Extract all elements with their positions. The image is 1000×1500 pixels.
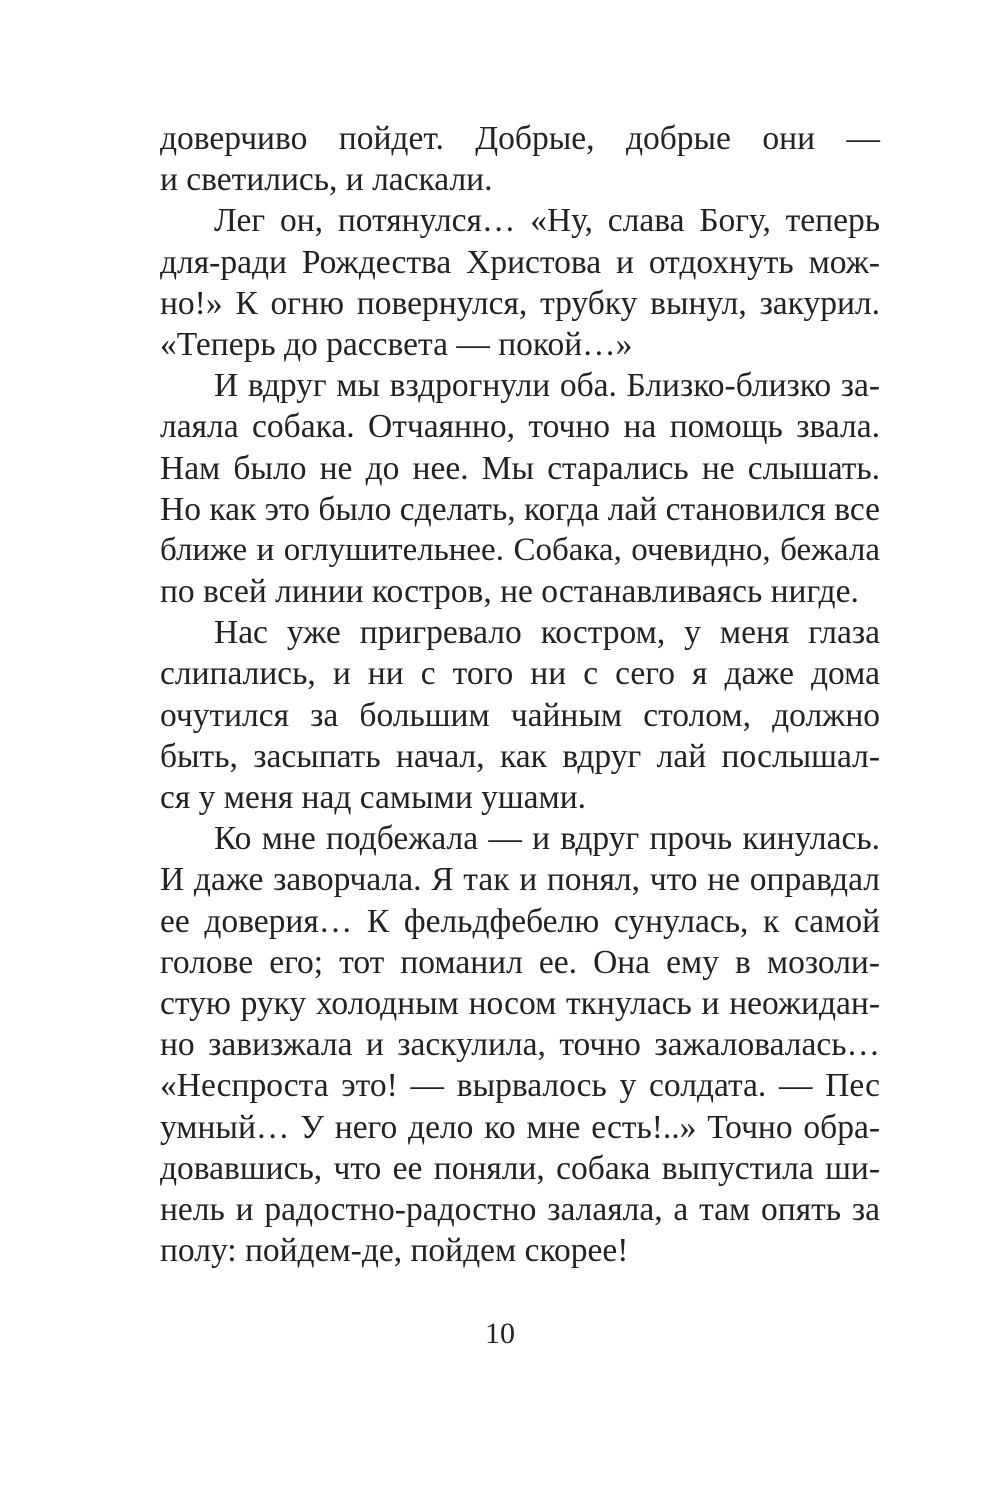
text-line: ся у меня над самыми ушами.: [160, 779, 587, 816]
text-line: по всей линии костров, не останавливаясь нигде.: [160, 573, 859, 611]
text-line: ближе и оглушительнее. Собака, очевидно, бежала: [160, 531, 880, 568]
body-text: [160, 118, 880, 1271]
text-line: полу: пойдем-де, пойдем скорее!: [160, 1232, 629, 1270]
text-line: лаяла собака. Отчаянно, точно на помощь звала.: [160, 408, 880, 446]
text-line: нель и радостно-радостно залаяла, а там опять за: [160, 1190, 880, 1228]
text-line: И даже заворчала. Я так и понял, что не оправдал: [160, 861, 880, 899]
text-line: но!» К огню повернулся, трубку вынул, закурил.: [160, 284, 880, 322]
text-line: Лег он, потянулся… «Ну, слава Богу, теперь: [214, 202, 880, 240]
page-number: 10: [485, 1317, 515, 1350]
text-line: ее доверия… К фельдфебелю сунулась, к самой: [160, 902, 880, 940]
text-line: слипались, и ни с того ни с сего я даже дома: [160, 655, 880, 693]
text-line: «Теперь до рассвета — покой…»: [160, 325, 633, 363]
text-line: быть, засыпать начал, как вдруг лай послышал-: [160, 737, 880, 775]
text-line: голове его; тот поманил ее. Она ему в мозоли-: [160, 943, 880, 981]
text-line: но завизжала и заскулила, точно зажаловалась…: [160, 1026, 880, 1064]
text-line: очутился за большим чайным столом, должно: [160, 696, 880, 734]
text-line: и светились, и ласкали.: [160, 161, 493, 199]
text-line: стую руку холодным носом ткнулась и неожидан-: [160, 984, 880, 1022]
text-line: И вдруг мы вздрогнули оба. Близко-близко за-: [214, 367, 880, 405]
text-line: Ко мне подбежала — и вдруг прочь кинулась.: [214, 820, 880, 858]
text-line: «Неспроста это! — вырвалось у солдата. — Пес: [160, 1067, 880, 1105]
text-line: Нас уже пригревало костром, у меня глаза: [214, 614, 880, 652]
text-line: Нам было не до нее. Мы старались не слышать.: [160, 449, 880, 487]
text-line: умный… У него дело ко мне есть!..» Точно обра-: [160, 1108, 880, 1146]
text-line: Но как это было сделать, когда лай становился все: [160, 490, 880, 528]
text-line: довавшись, что ее поняли, собака выпустила ши-: [160, 1149, 880, 1187]
text-line: доверчиво пойдет. Добрые, добрые они —: [160, 120, 880, 157]
text-line: для-ради Рождества Христова и отдохнуть мож-: [160, 243, 880, 281]
